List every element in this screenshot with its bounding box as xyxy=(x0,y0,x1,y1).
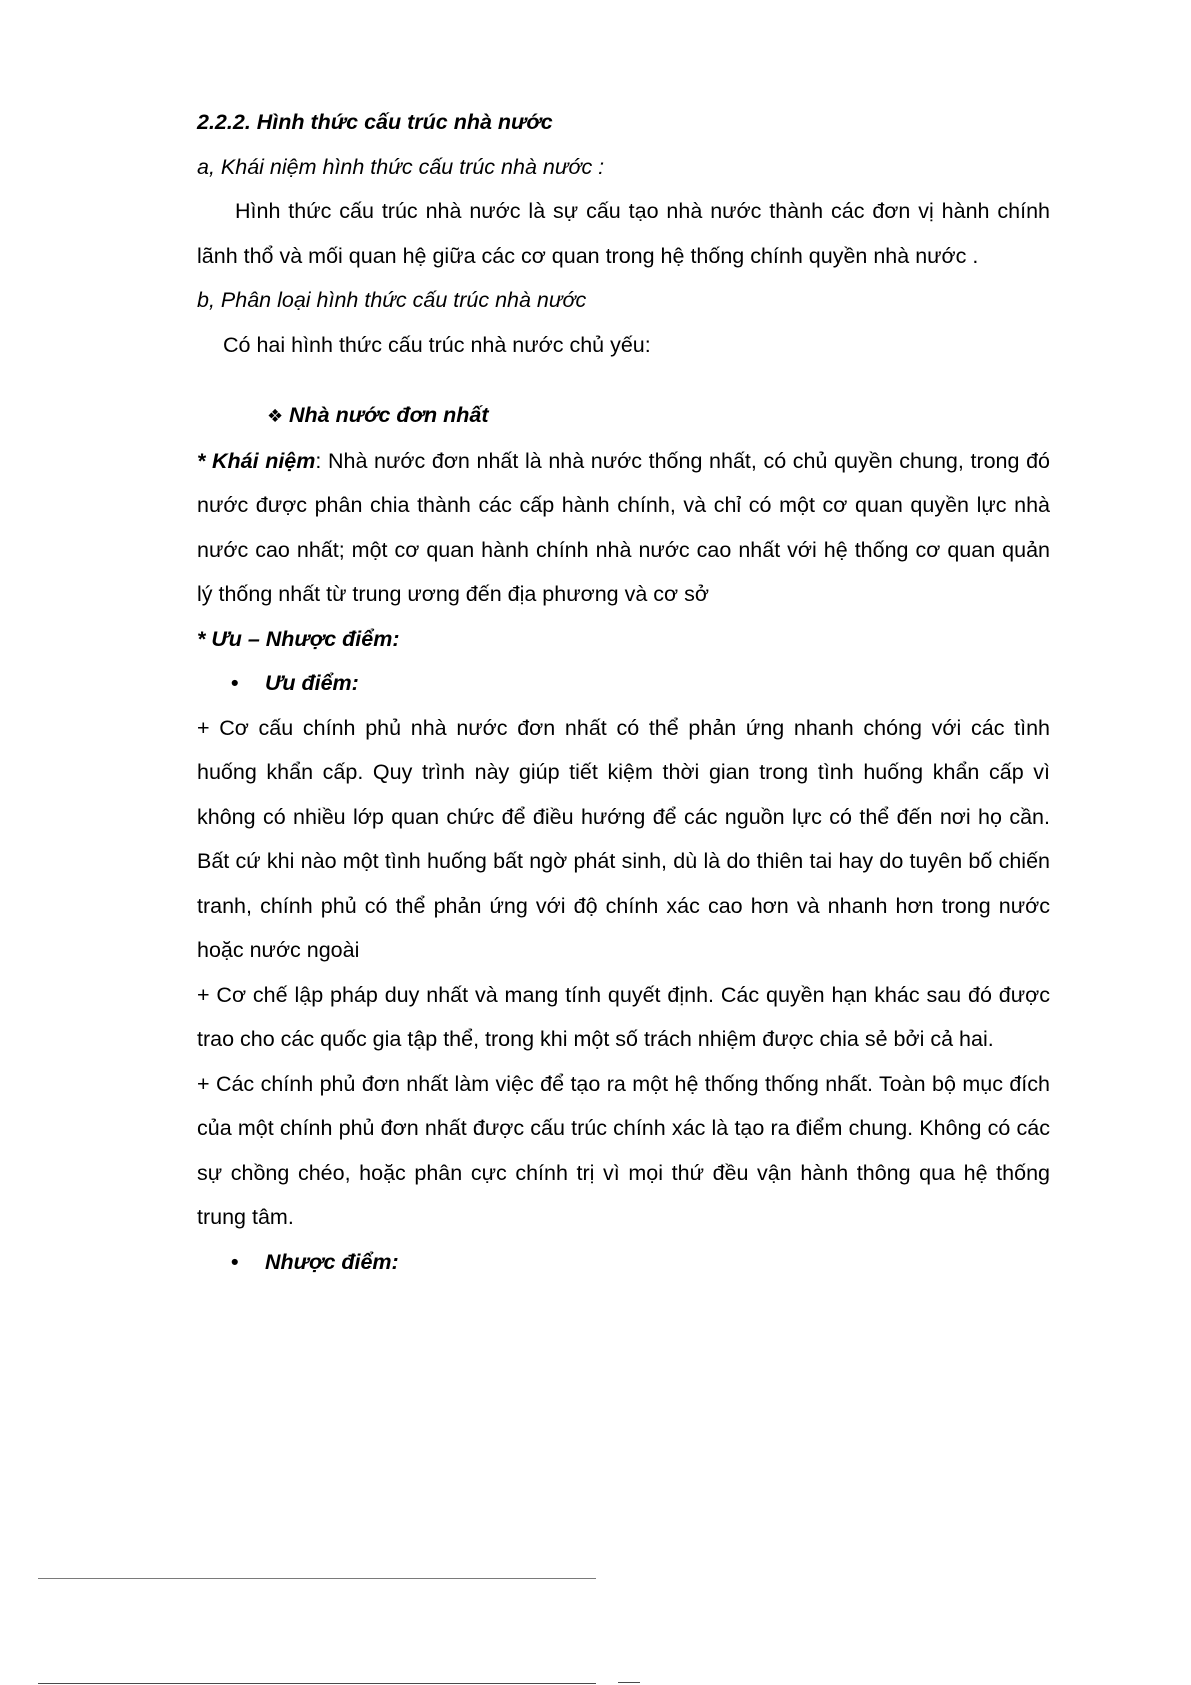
definition-label: * Khái niệm xyxy=(197,448,316,473)
classification-heading: b, Phân loại hình thức cấu trúc nhà nước xyxy=(197,288,587,312)
pros-point-legislative-mechanism: + Cơ chế lập pháp duy nhất và mang tính quyết định. Các quyền hạn khác sau đó được trao cho các quốc gia tập thể, trong khi một số trách nhiệm được chia sẻ bởi cả hai. xyxy=(197,982,1050,1051)
classification-intro: Có hai hình thức cấu trúc nhà nước chủ yếu: xyxy=(223,332,651,357)
pros-heading-text: Ưu điểm: xyxy=(265,671,359,695)
concept-heading: a, Khái niệm hình thức cấu trúc nhà nước : xyxy=(197,154,605,179)
document-body xyxy=(197,100,1050,1284)
paragraph-spacer xyxy=(197,367,1050,393)
footnote-separator-line xyxy=(38,1578,596,1579)
bullet-dot-icon: • xyxy=(231,1249,239,1274)
pros-heading xyxy=(197,661,1050,706)
section-heading: 2.2.2. Hình thức cấu trúc nhà nước xyxy=(197,110,553,134)
cons-heading xyxy=(197,1240,1050,1285)
pros-point-unified-system: + Các chính phủ đơn nhất làm việc để tạo ra một hệ thống thống nhất. Toàn bộ mục đích của một chính phủ đơn nhất được cấu trúc chính xác là tạo ra điểm chung. Không có các sự chồng chéo, hoặc phân cực chính trị vì mọi thứ đều vận hành thông qua hệ thống trung tâm. xyxy=(197,1071,1050,1229)
unitary-state-heading xyxy=(197,393,1050,439)
four-diamond-bullet-icon: ❖ xyxy=(267,406,284,426)
concept-paragraph: Hình thức cấu trúc nhà nước là sự cấu tạo nhà nước thành các đơn vị hành chính lãnh thổ và mối quan hệ giữa các cơ quan trong hệ thống chính quyền nhà nước . xyxy=(197,199,1050,268)
unitary-state-heading-text: Nhà nước đơn nhất xyxy=(289,403,489,427)
pros-cons-heading: * Ưu – Nhược điểm: xyxy=(197,626,400,651)
cons-heading-text: Nhược điểm: xyxy=(265,1249,399,1274)
definition-text: : Nhà nước đơn nhất là nhà nước thống nhất, có chủ quyền chung, trong đó nước được phân chia thành các cấp hành chính, và chỉ có một cơ quan quyền lực nhà nước cao nhất; một cơ quan hành chính nhà nước cao nhất với hệ thống cơ quan quản lý thống nhất từ trung ương đến địa phương và cơ sở xyxy=(197,448,1051,606)
bottom-page-line xyxy=(38,1683,596,1684)
page-number-marker xyxy=(618,1682,640,1683)
pros-point-emergency-response: + Cơ cấu chính phủ nhà nước đơn nhất có thể phản ứng nhanh chóng với các tình huống khẩn cấp. Quy trình này giúp tiết kiệm thời gian trong tình huống khẩn cấp vì không có nhiều lớp quan chức để điều hướng để các nguồn lực có thể đến nơi họ cần. Bất cứ khi nào một tình huống bất ngờ phát sinh, dù là do thiên tai hay do tuyên bố chiến tranh, chính phủ có thể phản ứng với độ chính xác cao hơn và nhanh hơn trong nước hoặc nước ngoài xyxy=(197,715,1050,962)
definition-paragraph xyxy=(197,439,1050,617)
bullet-dot-icon: • xyxy=(231,671,239,695)
